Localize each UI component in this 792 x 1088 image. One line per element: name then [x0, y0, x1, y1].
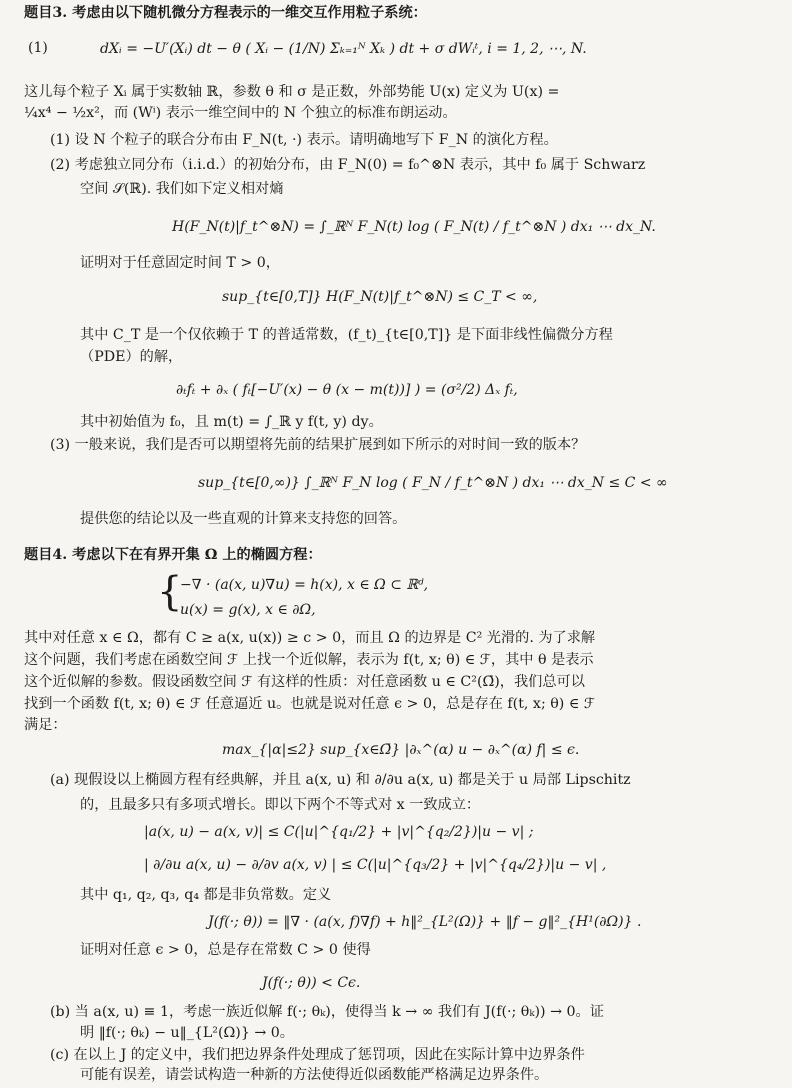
boundary-condition: u(x) = g(x), x ∈ ∂Ω,	[180, 602, 316, 618]
equation-number: (1)	[28, 40, 48, 56]
part-3-text: (3) 一般来说，我们是否可以期望将先前的结果扩展到如下所示的对时间一致的版本？	[50, 437, 586, 453]
problem-3-title: 题目3. 考虑由以下随机微分方程表示的一维交互作用粒子系统：	[24, 5, 427, 21]
part-1-text: (1) 设 N 个粒子的联合分布由 F_N(t, ·) 表示。请明确地写下 F_N 的演化方程。	[50, 132, 558, 148]
paragraph-line: 可能有误差，请尝试构造一种新的方法使得近似函数能严格满足边界条件。	[80, 1067, 549, 1083]
paragraph-line: ¼x⁴ − ½x²，而 (Wⁱ) 表示一维空间中的 N 个独立的标准布朗运动。	[24, 105, 457, 121]
functional-bound: J(f(·; θ)) < Cϵ.	[262, 975, 361, 991]
approximation-equation: max_{|α|≤2} sup_{x∈Ω̄} |∂ₓ^(α) u − ∂ₓ^(α) f| ≤ ϵ.	[222, 742, 580, 758]
paragraph-line: 这个问题，我们考虑在函数空间 ℱ 上找一个近似解，表示为 f(t, x; θ) ∈ ℱ，其中 θ 是表示	[24, 652, 594, 668]
functional-definition: J(f(·; θ)) = ‖∇ · (a(x, f)∇f) + h‖²_{L²(Ω)} + ‖f − g‖²_{H¹(∂Ω)} .	[208, 914, 642, 930]
paragraph-line: 其中 C_T 是一个仅依赖于 T 的普适常数，(f_t)_{t∈[0,T]} 是下面非线性偏微分方程	[80, 327, 613, 343]
part-2-text: (2) 考虑独立同分布（i.i.d.）的初始分布，由 F_N(0) = f₀^⊗N 表示，其中 f₀ 属于 Schwarz	[50, 157, 646, 173]
paragraph-line: 这个近似解的参数。假设函数空间 ℱ 有这样的性质：对任意函数 u ∈ C²(Ω̄)，我们总可以	[24, 674, 585, 690]
relative-entropy-equation: H(F_N(t)|f_t^⊗N) = ∫_ℝᴺ F_N(t) log ( F_N(t) / f_t^⊗N ) dx₁ ⋯ dx_N.	[172, 219, 656, 235]
paragraph-line: 证明对于任意固定时间 T > 0，	[80, 255, 280, 271]
sde-equation: dXᵢ = −U′(Xᵢ) dt − θ ( Xᵢ − (1/N) Σₖ₌₁ᴺ Xₖ ) dt + σ dWᵢᵗ, i = 1, 2, ⋯, N.	[100, 41, 587, 57]
system-brace: {	[157, 569, 183, 615]
paragraph-line: 证明对任意 ϵ > 0，总是存在常数 C > 0 使得	[80, 942, 371, 958]
paragraph-line: 满足：	[24, 717, 67, 733]
problem-4-title: 题目4. 考虑以下在有界开集 Ω 上的椭圆方程：	[24, 547, 322, 563]
paragraph-line: 这儿每个粒子 Xᵢ 属于实数轴 ℝ，参数 θ 和 σ 是正数，外部势能 U(x) 定义为 U(x) =	[24, 84, 560, 100]
paragraph-line: 空间 𝒮(ℝ). 我们如下定义相对熵	[80, 181, 284, 197]
paragraph-line: 其中初始值为 f₀，且 m(t) = ∫_ℝ y f(t, y) dy。	[80, 414, 383, 430]
paragraph-line: 其中 q₁, q₂, q₃, q₄ 都是非负常数。定义	[80, 887, 332, 903]
uniform-time-equation: sup_{t∈[0,∞)} ∫_ℝᴺ F_N log ( F_N / f_t^⊗N ) dx₁ ⋯ dx_N ≤ C < ∞	[198, 475, 668, 491]
paragraph-line: 明 ‖f(·; θₖ) − u‖_{L²(Ω)} → 0。	[80, 1025, 294, 1041]
paragraph-line: （PDE）的解，	[80, 349, 183, 365]
pde-equation: ∂ₜfₜ + ∂ₓ ( fₜ[−U′(x) − θ (x − m(t))] ) = (σ²/2) Δₓ fₜ,	[176, 382, 518, 398]
sup-bound-equation: sup_{t∈[0,T]} H(F_N(t)|f_t^⊗N) ≤ C_T < ∞,	[222, 289, 538, 305]
paragraph-line: 找到一个函数 f(t, x; θ) ∈ ℱ 任意逼近 u。也就是说对任意 ϵ > 0，总是存在 f(t, x; θ) ∈ ℱ	[24, 696, 595, 712]
lipschitz-inequality-2: | ∂/∂u a(x, u) − ∂/∂v a(x, v) | ≤ C(|u|^{q₃/2} + |v|^{q₄/2})|u − v| ,	[144, 857, 607, 873]
part-b-text: (b) 当 a(x, u) ≡ 1，考虑一族近似解 f(·; θₖ)，使得当 k → ∞ 我们有 J(f(·; θₖ)) → 0。证	[50, 1004, 604, 1020]
paragraph-line: 其中对任意 x ∈ Ω，都有 C ≥ a(x, u(x)) ≥ c > 0，而且 Ω 的边界是 C² 光滑的. 为了求解	[24, 630, 596, 646]
paragraph-line: 的，且最多只有多项式增长。即以下两个不等式对 x 一致成立：	[80, 797, 481, 813]
paragraph-line: 提供您的结论以及一些直观的计算来支持您的回答。	[80, 511, 407, 527]
part-c-text: (c) 在以上 J 的定义中，我们把边界条件处理成了惩罚项，因此在实际计算中边界条件	[50, 1047, 585, 1063]
elliptic-equation: −∇ · (a(x, u)∇u) = h(x), x ∈ Ω ⊂ ℝᵈ,	[180, 577, 429, 593]
part-a-text: (a) 现假设以上椭圆方程有经典解，并且 a(x, u) 和 ∂/∂u a(x, u) 都是关于 u 局部 Lipschitz	[50, 772, 631, 788]
lipschitz-inequality-1: |a(x, u) − a(x, v)| ≤ C(|u|^{q₁/2} + |v|^{q₂/2})|u − v| ;	[144, 824, 534, 840]
